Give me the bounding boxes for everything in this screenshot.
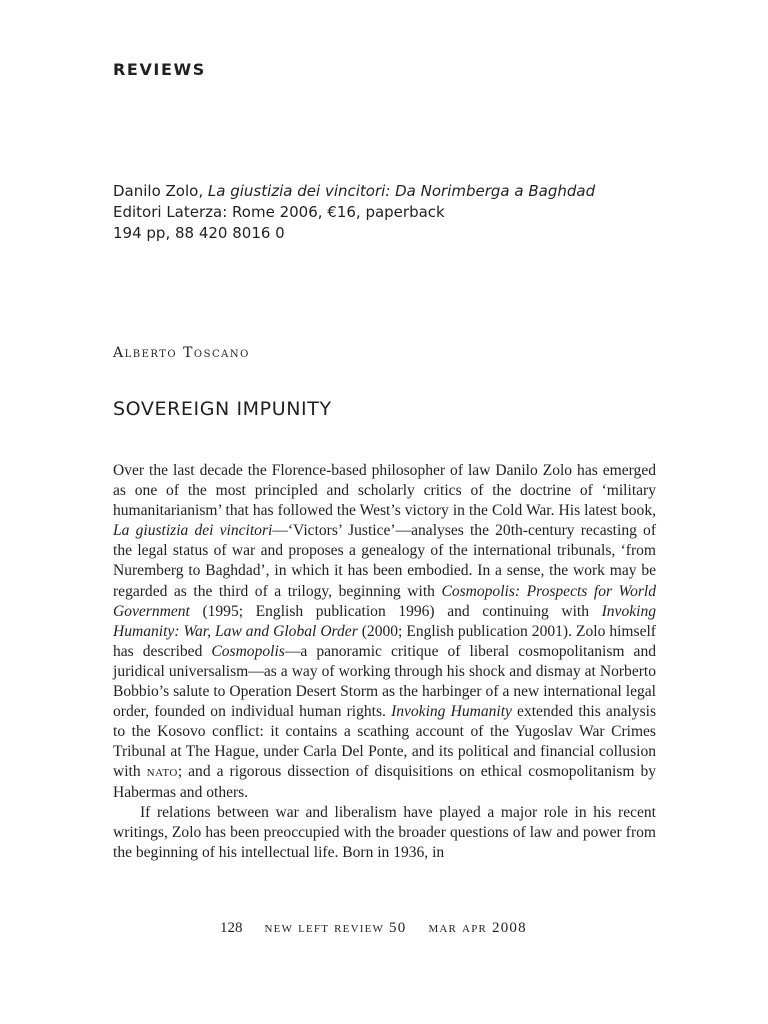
paragraph-2: If relations between war and liberalism have played a major role in his recent writings, Zolo has been preoccupied with the broader questions of law and power from the beginning of his intellectual life. Born in 1936, in [113, 803, 656, 861]
issue-date: mar apr 2008 [428, 920, 527, 936]
text-run: —‘Victors’ Justice’—analyses the 20th-century recasting of the legal status of war and proposes a genealogy of the international tribunals, ‘from Nuremberg to Baghdad’, in which it has been embodied. In a sense, the work may be regarded as the third of a trilogy, beginning with [113, 522, 656, 600]
text-run: —a panoramic critique of liberal cosmopolitanism and juridical universalism—as a way of working through his shock and dismay at Norberto Bobbio’s salute to Operation Desert Storm as the harbinger of a new international legal order, founded on individual human rights. [113, 642, 656, 721]
book-details: 194 pp, 88 420 8016 0 [113, 224, 285, 242]
review-author: Alberto Toscano [113, 345, 250, 361]
text-run: (2000; English publication 2001). Zolo himself has described [113, 622, 656, 660]
book-author: Danilo Zolo, [113, 182, 204, 200]
italic-book-title: Invoking Humanity: War, Law and Global Order [113, 602, 656, 640]
page-number: 128 [220, 920, 243, 936]
book-info [113, 181, 595, 244]
review-body [113, 461, 656, 863]
review-title: SOVEREIGN IMPUNITY [113, 398, 332, 420]
paragraph-1 [113, 461, 656, 803]
text-run: extended this analysis to the Kosovo conflict: it contains a scathing account of the Yugoslav War Crimes Tribunal at The Hague, under Carla Del Ponte, and its political and financial collusion with [113, 703, 657, 781]
italic-book-title: Invoking Humanity [391, 703, 512, 721]
book-title: La giustizia dei vincitori: Da Norimberga a Baghdad [207, 182, 596, 200]
italic-book-title: La giustizia dei vincitori [113, 522, 273, 540]
italic-book-title: Cosmopolis [211, 642, 285, 660]
italic-book-title: Cosmopolis: Prospects for World Government [113, 582, 656, 620]
section-label: REVIEWS [113, 60, 206, 79]
small-caps-acronym: nato [146, 763, 178, 781]
page-footer [220, 920, 527, 937]
text-run: ; and a rigorous dissection of disquisitions on ethical cosmopolitanism by Habermas and others. [113, 763, 657, 801]
book-publisher: Editori Laterza: Rome 2006, €16, paperback [113, 203, 445, 221]
journal-name: new left review 50 [264, 920, 407, 936]
book-author-title-line [113, 181, 595, 202]
text-run: (1995; English publication 1996) and continuing with [189, 602, 602, 620]
text-run: Over the last decade the Florence-based philosopher of law Danilo Zolo has emerged as one of the most principled and scholarly critics of the doctrine of ‘military humanitarianism’ that has followed the West’s victory in the Cold War. His latest book, [113, 462, 656, 520]
